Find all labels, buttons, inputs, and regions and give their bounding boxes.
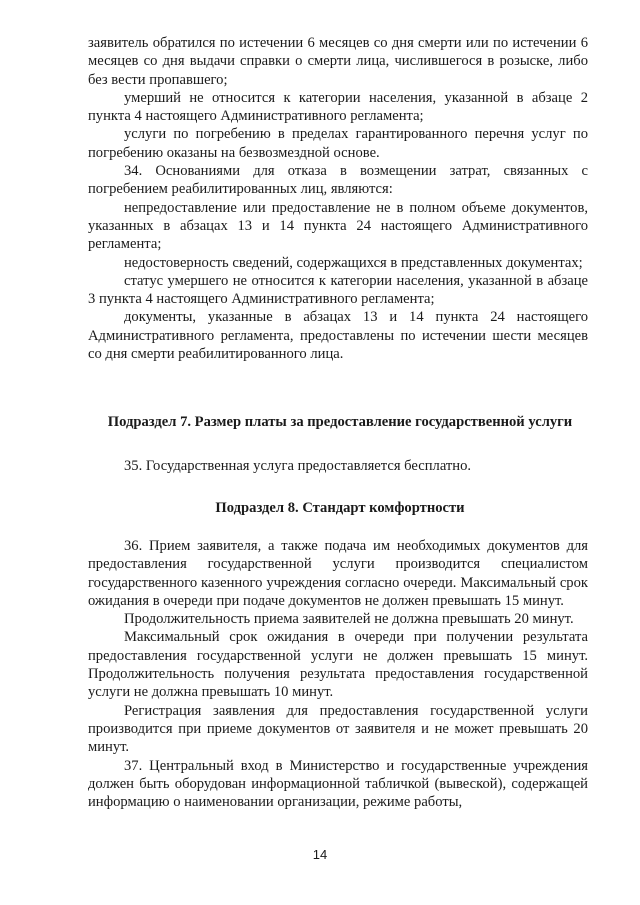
text-block-2 (88, 537, 588, 811)
paragraph: документы, указанные в абзацах 13 и 14 пункта 24 настоящего Административного регламента, предоставлены по истечении шести месяцев со дня смерти реабилитированного лица. (88, 309, 588, 363)
paragraph: 35. Государственная услуга предоставляется бесплатно. (124, 458, 472, 474)
paragraph: статус умершего не относится к категории населения, указанной в абзаце 3 пункта 4 настоящего Административного регламента; (88, 272, 588, 308)
paragraph: Продолжительность приема заявителей не должна превышать 20 минут. (124, 611, 574, 628)
paragraph: заявитель обратился по истечении 6 месяцев со дня смерти или по истечении 6 месяцев со дня выдачи справки о смерти лица, числившегося в розыске, либо без вести пропавшего; (88, 35, 588, 88)
paragraph: Регистрация заявления для предоставления государственной услуги производится при приеме документов от заявителя и не может превышать 20 минут. (88, 702, 588, 756)
paragraph: 36. Прием заявителя, а также подача им необходимых документов для предоставления государственной услуги производится специалистом государственного казенного учреждения согласно очереди. Максимальный срок ожидания в очереди при подаче документов не должен превышать 15 минут. (88, 538, 588, 609)
section-heading: Подраздел 7. Размер платы за предоставление государственной услуги (107, 414, 573, 430)
text-block-1 (88, 34, 588, 363)
paragraph: 34. Основаниями для отказа в возмещении затрат, связанных с погребением реабилитированных лиц, являются: (88, 163, 588, 198)
paragraph: Максимальный срок ожидания в очереди при получении результата предоставления государственной услуги не должен превышать 15 минут. Продолжительность получения результата предоставления государственной услуги не должна превышать 10 минут. (88, 629, 588, 701)
paragraph: умерший не относится к категории населения, указанной в абзаце 2 пункта 4 настоящего Административного регламента; (88, 89, 588, 125)
paragraph: услуги по погребению в пределах гарантированного перечня услуг по погребению оказаны на безвозмездной основе. (88, 126, 588, 161)
paragraph: непредоставление или предоставление не в полном объеме документов, указанных в абзацах 13 и 14 пункта 24 настоящего Административного регламента; (88, 199, 588, 253)
text-block-35 (88, 457, 588, 475)
paragraph: недостоверность сведений, содержащихся в представленных документах; (124, 254, 583, 271)
paragraph: 37. Центральный вход в Министерство и государственные учреждения должен быть оборудован информационной табличкой (вывеской), содержащей информацию о наименовании организации, режиме работы, (88, 757, 588, 811)
section-heading: Подраздел 8. Стандарт комфортности (215, 500, 465, 516)
page-number: 14 (312, 847, 328, 862)
